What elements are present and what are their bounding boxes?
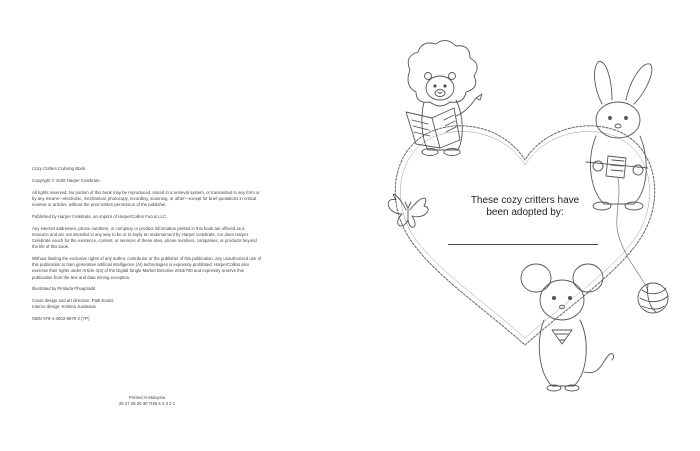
yarn-ball-icon	[638, 283, 668, 313]
dedication-line-1: These cozy critters have	[470, 195, 580, 206]
dedication-line-2: been adopted by:	[486, 207, 564, 218]
internet-disclaimer: Any internet addresses, phone numbers, or company or product information printed in this book are offered as a resource and are not intended in any way to be or to imply an endorsement by Harper Celebrate, nor does Harper Celebrate vouch for the existence, content, or services of these sites, phone numbers, companies, or products beyond the life of this book.	[32, 225, 257, 250]
publisher-line: Published by Harper Celebrate, an imprint of HarperCollins Focus LLC.	[32, 213, 168, 219]
ai-notice: Without limiting the exclusive rights of any author, contributor or the publisher of this publication, any unauthorized use of this publication to train generative artificial intelligence (AI) technologies is expressly prohibited. HarperCollins also exercise their rights under Article 4(3) of the Digital Single Market Directive 2019/790 and expressly reserve this publication from the text and data mining exception.	[32, 256, 262, 280]
lion-reading-icon	[406, 40, 482, 155]
printing-info	[32, 395, 262, 408]
dedication-page	[350, 0, 700, 451]
yarn-thread	[617, 178, 648, 290]
copyright-line: Copyright © 2026 Harper Celebrate	[32, 177, 100, 183]
interior-design-credit: Interior design: Kristina Juodenas	[32, 304, 96, 310]
book-title: Cozy Critters Coloring Book	[32, 166, 86, 171]
name-write-line[interactable]	[448, 244, 598, 245]
printed-in: Printed in Malaysia	[128, 395, 166, 400]
copyright-block	[32, 166, 262, 328]
rights-paragraph: All rights reserved. No portion of this book may be reproduced, stored in a retrieval system, or transmitted in any form or by any means—electronic, mechanical, photocopy, recording, scanning, or other—except for brief quotations in critical reviews or articles, without the prior written permission of the publisher.	[32, 189, 260, 207]
cover-design-credit: Cover design and art direction: Patti Evans	[32, 298, 114, 304]
isbn: ISBN 978-1-4002-5879-2 (TP)	[32, 316, 90, 322]
coloring-illustration	[350, 0, 700, 451]
butterfly-icon	[388, 194, 428, 227]
print-line: 26 27 28 29 30 THB 5 4 3 2 1	[118, 401, 176, 407]
dedication-heading	[450, 195, 600, 219]
heart-frame	[395, 126, 654, 345]
illustrator-credit: Illustrated by Pimlada Phuapradit	[32, 286, 96, 292]
